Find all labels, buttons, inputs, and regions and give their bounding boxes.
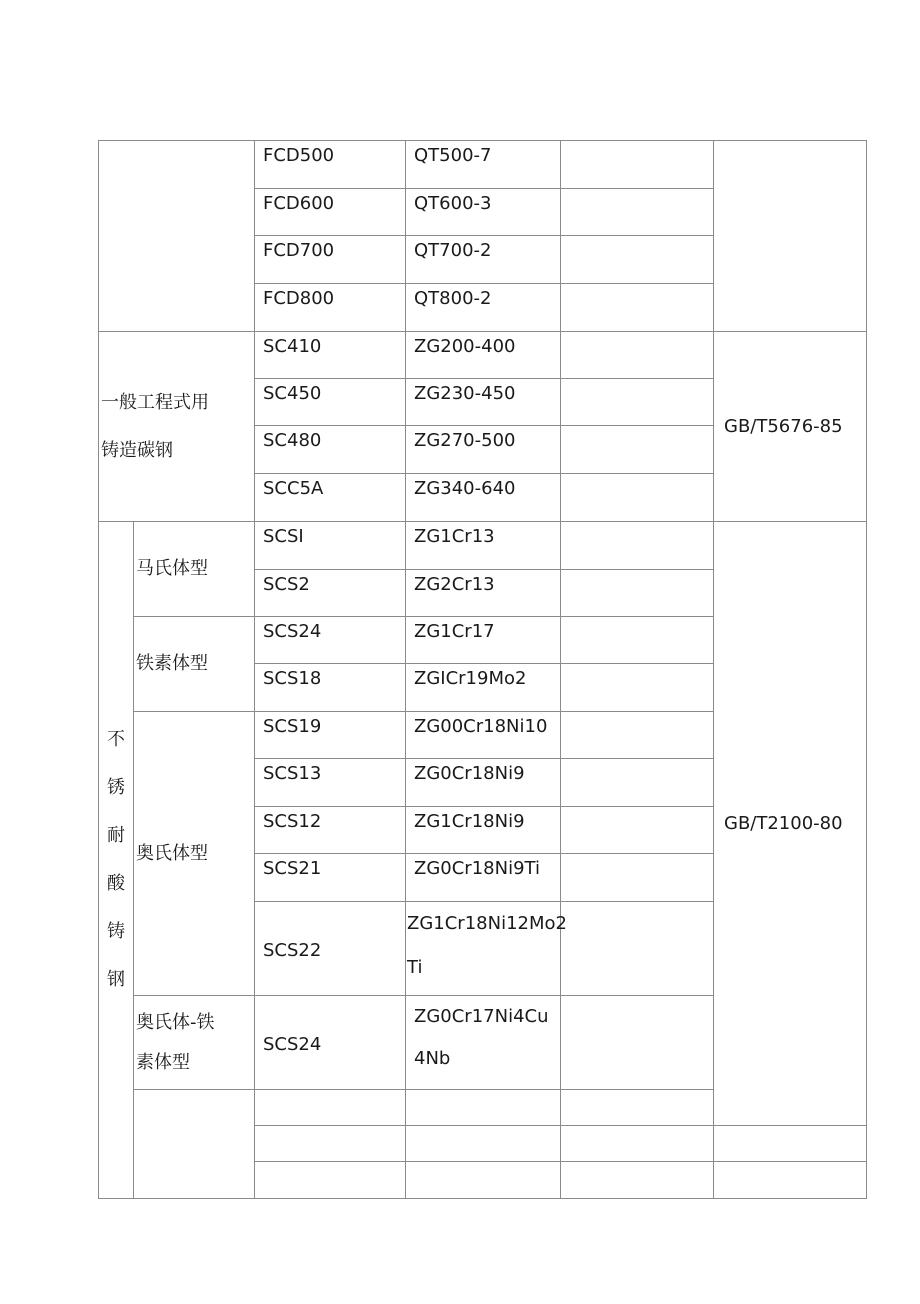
table-row — [99, 141, 867, 189]
category-cell-empty — [99, 141, 255, 332]
empty-cell — [561, 379, 714, 426]
empty-cell — [561, 332, 714, 379]
jis-grade: SC410 — [255, 332, 406, 379]
jis-grade: FCD700 — [255, 236, 406, 284]
gb-grade: ZG200-400 — [406, 332, 561, 379]
empty-cell — [561, 996, 714, 1090]
jis-grade: SC480 — [255, 426, 406, 474]
empty-cell — [561, 141, 714, 189]
empty-cell — [561, 1090, 714, 1126]
empty-cell — [561, 1162, 714, 1199]
gb-grade: ZG1Cr13 — [406, 522, 561, 570]
category-char: 铸 — [107, 921, 125, 942]
gb-grade: ZGICr19Mo2 — [406, 664, 561, 712]
empty-cell — [561, 807, 714, 854]
jis-grade: SCS12 — [255, 807, 406, 854]
empty-cell — [714, 1162, 867, 1199]
category-char: 耐 — [107, 825, 125, 846]
jis-grade: FCD800 — [255, 284, 406, 332]
category-char: 钢 — [107, 969, 125, 990]
empty-cell — [561, 570, 714, 617]
subtype-martensitic: 马氏体型 — [134, 522, 255, 617]
category-char: 不 — [107, 729, 125, 750]
empty-cell — [406, 1090, 561, 1126]
gb-grade: QT500-7 — [406, 141, 561, 189]
gb-grade-multiline — [406, 996, 561, 1090]
gb-grade: ZG230-450 — [406, 379, 561, 426]
empty-cell — [255, 1162, 406, 1199]
standard-carbon: GB/T5676-85 — [714, 332, 867, 522]
gb-grade: ZG1Cr18Ni9 — [406, 807, 561, 854]
jis-grade: SCS19 — [255, 712, 406, 759]
jis-grade: SCS18 — [255, 664, 406, 712]
standard-stainless: GB/T2100-80 — [714, 522, 867, 1126]
empty-cell — [561, 617, 714, 664]
empty-cell — [134, 1090, 255, 1199]
empty-cell — [255, 1126, 406, 1162]
jis-grade: SCS24 — [255, 996, 406, 1090]
gb-grade: ZG1Cr17 — [406, 617, 561, 664]
empty-cell — [561, 759, 714, 807]
empty-cell — [561, 426, 714, 474]
gb-grade-line: ZG1Cr18Ni12Mo2 — [407, 913, 567, 934]
empty-cell — [561, 1126, 714, 1162]
jis-grade: SCC5A — [255, 474, 406, 522]
gb-grade: QT700-2 — [406, 236, 561, 284]
empty-cell — [255, 1090, 406, 1126]
empty-cell — [561, 522, 714, 570]
gb-grade: ZG00Cr18Ni10 — [406, 712, 561, 759]
table-row — [99, 332, 867, 379]
jis-grade: SCS13 — [255, 759, 406, 807]
subtype-line: 素体型 — [136, 1051, 190, 1073]
gb-grade: ZG270-500 — [406, 426, 561, 474]
empty-cell — [561, 284, 714, 332]
empty-cell — [561, 664, 714, 712]
gb-grade: ZG0Cr18Ni9 — [406, 759, 561, 807]
jis-grade: FCD500 — [255, 141, 406, 189]
empty-cell — [561, 189, 714, 236]
subtype-duplex — [134, 996, 255, 1090]
empty-cell — [406, 1126, 561, 1162]
gb-grade: QT600-3 — [406, 189, 561, 236]
empty-cell — [561, 902, 714, 996]
jis-grade: SCS21 — [255, 854, 406, 902]
empty-cell — [561, 474, 714, 522]
empty-cell — [406, 1162, 561, 1199]
jis-grade: SCS22 — [255, 902, 406, 996]
empty-cell — [561, 712, 714, 759]
table-row — [99, 522, 867, 570]
subtype-austenitic: 奥氏体型 — [134, 712, 255, 996]
subtype-ferritic: 铁素体型 — [134, 617, 255, 712]
category-char: 锈 — [107, 777, 125, 798]
gb-grade-line: Ti — [407, 957, 423, 978]
standard-cell-empty — [714, 141, 867, 332]
jis-grade: SCSI — [255, 522, 406, 570]
jis-grade: FCD600 — [255, 189, 406, 236]
category-line: 一般工程式用 — [101, 391, 209, 413]
gb-grade-line: 4Nb — [414, 1048, 451, 1069]
gb-grade-line: ZG0Cr17Ni4Cu — [414, 1006, 549, 1027]
gb-grade: ZG2Cr13 — [406, 570, 561, 617]
gb-grade: ZG340-640 — [406, 474, 561, 522]
empty-cell — [714, 1126, 867, 1162]
category-line: 铸造碳钢 — [101, 439, 173, 461]
category-stainless-steel — [99, 522, 134, 1199]
empty-cell — [561, 854, 714, 902]
category-char: 酸 — [107, 873, 125, 894]
gb-grade: QT800-2 — [406, 284, 561, 332]
category-carbon-steel — [99, 332, 255, 522]
gb-grade: ZG0Cr18Ni9Ti — [406, 854, 561, 902]
jis-grade: SCS2 — [255, 570, 406, 617]
subtype-line: 奥氏体-铁 — [136, 1011, 215, 1033]
jis-grade: SC450 — [255, 379, 406, 426]
jis-grade: SCS24 — [255, 617, 406, 664]
empty-cell — [561, 236, 714, 284]
steel-grade-comparison-table — [98, 140, 867, 1199]
gb-grade-multiline — [406, 902, 567, 996]
